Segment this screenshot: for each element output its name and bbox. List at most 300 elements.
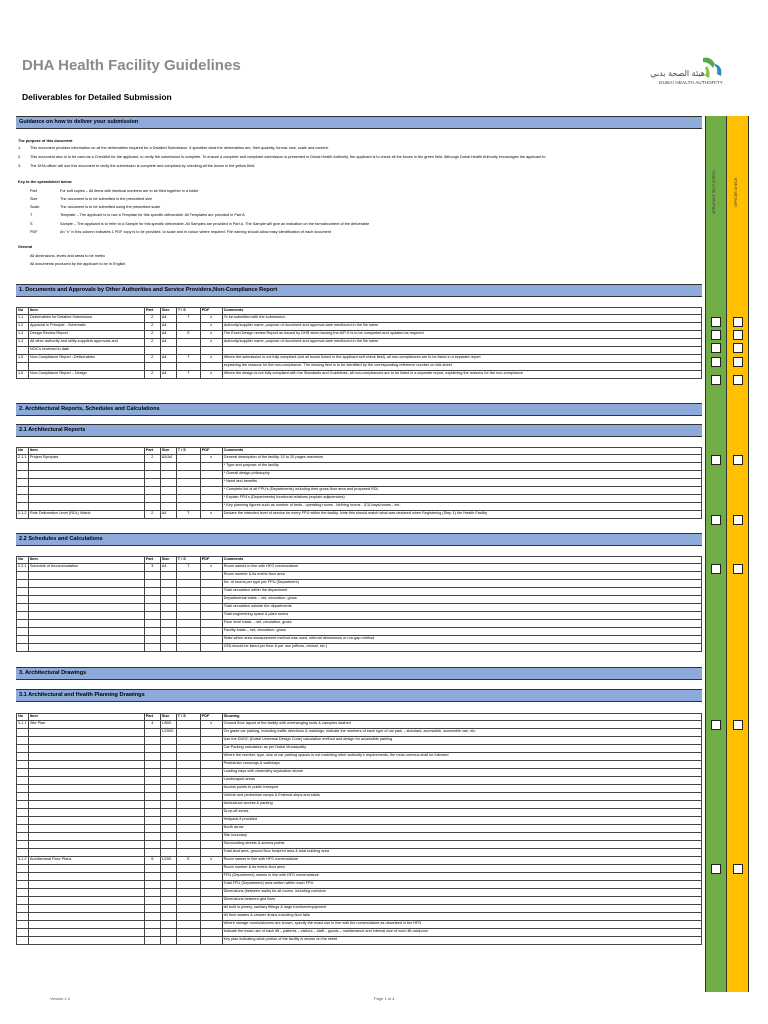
table-cell: A4 (160, 323, 176, 331)
table-cell (144, 737, 160, 745)
table-cell: 2 (144, 323, 160, 331)
document-title: DHA Health Facility Guidelines (22, 57, 241, 74)
table-cell (160, 769, 176, 777)
table-cell (200, 729, 222, 737)
table-cell (176, 495, 200, 503)
table-cell (160, 777, 176, 785)
section-2-1-table (16, 447, 702, 519)
table-cell (176, 777, 200, 785)
key-definition: For soft copies – All items with identical numbers are to be filed together in a folder (60, 189, 199, 193)
table-cell (200, 937, 222, 945)
table-cell (200, 849, 222, 857)
table-cell (160, 841, 176, 849)
table-cell (17, 849, 29, 857)
table-cell: x (200, 857, 222, 865)
table-cell (144, 471, 160, 479)
table-cell: Ground floor layout of the facility with overhanging roofs & canopies dashed (222, 721, 701, 729)
table-row (17, 921, 702, 929)
table-cell (200, 833, 222, 841)
table-cell (160, 753, 176, 761)
officer-checkbox[interactable] (733, 317, 743, 327)
table-cell (160, 809, 176, 817)
table-header-cell: Part (144, 557, 160, 564)
table-cell (17, 785, 29, 793)
table-cell (200, 644, 222, 652)
table-cell (17, 644, 29, 652)
table-cell (176, 817, 200, 825)
table-cell: T (176, 315, 200, 323)
table-header-row (17, 714, 702, 721)
officer-checkbox[interactable] (733, 455, 743, 465)
table-header-row (17, 448, 702, 455)
table-cell (176, 769, 200, 777)
table-cell: Dimensions (between walls) for all rooms, including corridors (222, 889, 701, 897)
applicant-checkbox[interactable] (711, 515, 721, 525)
table-cell (200, 580, 222, 588)
table-cell (176, 588, 200, 596)
table-cell (200, 873, 222, 881)
table-cell: Site boundary (222, 833, 701, 841)
table-cell (200, 761, 222, 769)
table-cell (144, 785, 160, 793)
table-cell (176, 503, 200, 511)
table-cell (176, 455, 200, 463)
table-cell (176, 825, 200, 833)
table-cell (17, 620, 29, 628)
table-cell (160, 644, 176, 652)
table-cell (17, 929, 29, 937)
table-cell: x (200, 455, 222, 463)
table-cell: 3 (144, 564, 160, 572)
table-cell (17, 604, 29, 612)
table-cell (144, 913, 160, 921)
table-cell (17, 347, 29, 355)
applicant-checkbox[interactable] (711, 864, 721, 874)
table-cell: Total FPU (Department) area written within each FPU (222, 881, 701, 889)
table-cell (144, 801, 160, 809)
table-cell (200, 495, 222, 503)
table-cell (200, 463, 222, 471)
table-cell: 1.6 (17, 371, 29, 379)
table-row (17, 580, 702, 588)
applicant-checkbox[interactable] (711, 317, 721, 327)
table-cell (144, 865, 160, 873)
guidance-bar: Guidance on how to deliver your submission (16, 116, 702, 129)
table-cell (144, 897, 160, 905)
table-cell (144, 588, 160, 596)
table-cell (200, 588, 222, 596)
table-cell (17, 761, 29, 769)
table-cell: 1.3 (17, 331, 29, 339)
table-cell (17, 580, 29, 588)
key-definition: The document is to be submitted in the prescribed size (60, 197, 153, 201)
applicant-checkbox[interactable] (711, 343, 721, 353)
table-row (17, 817, 702, 825)
table-cell (176, 339, 200, 347)
table-cell: Authority/supplier name, purpose of document and approval date mentioned in the file name (222, 323, 701, 331)
table-cell (17, 479, 29, 487)
section-2-2-bar: 2.2 Schedules and Calculations (16, 533, 702, 546)
table-cell (200, 753, 222, 761)
table-cell: Helipads if provided (222, 817, 701, 825)
table-cell (17, 905, 29, 913)
table-cell (200, 769, 222, 777)
general-item: All dimensions, levels and areas to be metric (30, 254, 106, 258)
table-cell (176, 737, 200, 745)
table-cell (17, 793, 29, 801)
officer-checkbox[interactable] (733, 375, 743, 385)
table-cell: 1/500 (160, 721, 176, 729)
officer-checkbox[interactable] (733, 564, 743, 574)
table-cell (160, 487, 176, 495)
table-cell (160, 825, 176, 833)
table-cell (144, 596, 160, 604)
table-cell (176, 644, 200, 652)
table-cell (144, 503, 160, 511)
officer-checkbox[interactable] (733, 357, 743, 367)
table-cell (200, 817, 222, 825)
table-row (17, 479, 702, 487)
applicant-checkbox[interactable] (711, 564, 721, 574)
table-cell: Vehicle and pedestrian ramps & External steps and stairs (222, 793, 701, 801)
table-cell (176, 580, 200, 588)
table-cell: Declare the intended level of service for every FPU within the facility. Note this should match what was declared when Registering (Step 1) the Health Facility (222, 511, 701, 519)
table-cell (176, 628, 200, 636)
table-row (17, 495, 702, 503)
table-cell (28, 921, 144, 929)
table-cell (28, 905, 144, 913)
table-cell (200, 636, 222, 644)
table-cell (176, 801, 200, 809)
table-cell (176, 612, 200, 620)
key-heading: Key to the spreadsheet below (18, 180, 72, 184)
table-cell: x (200, 323, 222, 331)
table-cell: Floor level totals – net, circulation, gross (222, 620, 701, 628)
table-cell (17, 503, 29, 511)
table-cell (160, 801, 176, 809)
dha-logo (645, 54, 725, 90)
table-row (17, 857, 702, 865)
table-row (17, 487, 702, 495)
table-cell (17, 921, 29, 929)
applicant-checkbox[interactable] (711, 720, 721, 730)
table-cell (17, 628, 29, 636)
table-cell (160, 929, 176, 937)
table-cell: 2 (144, 339, 160, 347)
table-cell: 3.1.2 (17, 857, 29, 865)
table-cell: 2 (144, 371, 160, 379)
table-cell: Use the DUDC (Dubai Universal Design Code) calculation method and design for accessible parking (222, 737, 701, 745)
table-cell (200, 620, 222, 628)
table-cell (160, 620, 176, 628)
table-cell: x (200, 721, 222, 729)
table-row (17, 572, 702, 580)
table-cell (17, 801, 29, 809)
table-cell (28, 897, 144, 905)
table-row (17, 463, 702, 471)
table-cell (144, 753, 160, 761)
table-cell (144, 889, 160, 897)
footer-version: Version 1.0 (50, 996, 71, 1001)
table-cell (200, 777, 222, 785)
table-cell (160, 572, 176, 580)
table-cell (160, 905, 176, 913)
table-cell (17, 889, 29, 897)
table-cell (144, 825, 160, 833)
table-cell: The Excel Design review Report as issued by DHR when issuing the AIP-S is to be completed and updated as required (222, 331, 701, 339)
table-cell (17, 471, 29, 479)
table-row (17, 913, 702, 921)
table-cell (144, 769, 160, 777)
table-cell (160, 865, 176, 873)
table-cell (222, 347, 701, 355)
table-cell: Facility totals – net, circulation, gross (222, 628, 701, 636)
table-row (17, 937, 702, 945)
table-cell (160, 937, 176, 945)
table-cell (17, 737, 29, 745)
officer-checkbox[interactable] (733, 864, 743, 874)
table-cell: S (176, 857, 200, 865)
table-row (17, 801, 702, 809)
table-cell (144, 905, 160, 913)
table-cell: A4 (160, 564, 176, 572)
table-cell (28, 769, 144, 777)
table-header-cell: Size (160, 448, 176, 455)
table-cell (144, 873, 160, 881)
table-cell: T (176, 371, 200, 379)
table-cell: A4 (160, 511, 176, 519)
table-cell: Car Parking calculation as per Dubai Municipality (222, 745, 701, 753)
table-cell (160, 817, 176, 825)
table-cell (160, 628, 176, 636)
table-cell: Total engineering space & plant rooms (222, 612, 701, 620)
table-cell: On grade car parking, including traffic directions & markings. Indicate the numbers of each type of car park – standard, accessible, accessible van, etc. (222, 729, 701, 737)
table-row (17, 793, 702, 801)
table-header-cell: Item (28, 557, 144, 564)
table-cell (17, 487, 29, 495)
table-cell (200, 889, 222, 897)
table-row (17, 339, 702, 347)
table-cell: General description of the facility, 10 to 20 pages maximum (222, 455, 701, 463)
section-1-table (16, 307, 702, 379)
table-cell: Authority/supplier name, purpose of document and approval date mentioned in the file name (222, 339, 701, 347)
table-cell (28, 809, 144, 817)
table-cell (176, 897, 200, 905)
officer-check-label: OFFICER CHECK (734, 177, 738, 207)
table-cell (200, 479, 222, 487)
table-cell (28, 841, 144, 849)
section-2-2-table (16, 556, 702, 652)
table-cell: A4 (160, 331, 176, 339)
table-cell: Site Plan (28, 721, 144, 729)
table-cell: Departmental totals – net, circulation, gross (222, 596, 701, 604)
table-cell (17, 572, 29, 580)
table-cell (200, 929, 222, 937)
table-cell (28, 644, 144, 652)
table-cell: * Explain FPU's (Departments) functional relations (explain adjacencies) (222, 495, 701, 503)
table-cell: Non-Compliance Report –Deliverables (28, 355, 144, 363)
table-row (17, 777, 702, 785)
table-header-cell: Comments (222, 448, 701, 455)
table-cell (200, 801, 222, 809)
officer-checkbox[interactable] (733, 515, 743, 525)
table-cell: All floor wastes & shower drains including floor falls (222, 913, 701, 921)
table-cell: Room names in line with HFG nomenclature (222, 857, 701, 865)
table-cell (28, 913, 144, 921)
table-cell (160, 503, 176, 511)
table-row (17, 841, 702, 849)
table-cell: Non-Compliance Report – Design (28, 371, 144, 379)
table-header-cell: PDF (200, 448, 222, 455)
table-cell: * Type and purpose of the facility (222, 463, 701, 471)
table-row (17, 363, 702, 371)
table-cell: 2 (144, 511, 160, 519)
table-cell (176, 347, 200, 355)
table-cell: Schedule of Accommodation (28, 564, 144, 572)
table-header-cell: Item (28, 448, 144, 455)
table-cell: 1.4 (17, 339, 29, 347)
table-cell: 1/100 (160, 857, 176, 865)
table-cell (176, 323, 200, 331)
table-cell (200, 628, 222, 636)
table-row (17, 644, 702, 652)
table-header-cell: T / S (176, 308, 200, 315)
table-cell (144, 849, 160, 857)
table-cell (176, 463, 200, 471)
table-row (17, 628, 702, 636)
key-term: T (30, 213, 33, 217)
table-cell (144, 580, 160, 588)
table-cell (160, 588, 176, 596)
table-cell (17, 897, 29, 905)
officer-check-column (727, 116, 749, 992)
applicant-checkbox[interactable] (711, 455, 721, 465)
table-cell (144, 612, 160, 620)
table-header-cell: T / S (176, 557, 200, 564)
table-cell (28, 596, 144, 604)
table-cell: GFA should be listed per floor & per use (offices, clinical, etc.) (222, 644, 701, 652)
section-1-bar: 1. Documents and Approvals by Other Authorities and Service Providers,Non-Compliance Report (16, 284, 702, 297)
table-cell: FPU (Department) names in line with HFG nomenclature (222, 873, 701, 881)
section-3-bar: 3. Architectural Drawings (16, 667, 702, 680)
table-cell: All other authority and utility suppliers approvals and (28, 339, 144, 347)
table-cell (144, 620, 160, 628)
table-cell: Where the number, type, size of car parking spaces is not matching other authority's requirements, the most onerous shall be followed (222, 753, 701, 761)
table-cell (144, 604, 160, 612)
table-cell (200, 596, 222, 604)
table-cell (17, 363, 29, 371)
table-cell (160, 495, 176, 503)
key-definition: Template – The applicant is to use a Template for this specific deliverable. All Templates are provided in Part A (60, 213, 245, 217)
table-cell (144, 644, 160, 652)
table-cell (28, 628, 144, 636)
table-cell (28, 471, 144, 479)
table-cell (200, 487, 222, 495)
table-cell: * Overall design philosophy (222, 471, 701, 479)
table-header-cell: PDF (200, 714, 222, 721)
table-cell (17, 463, 29, 471)
table-cell: 2.2.1 (17, 564, 29, 572)
applicant-checkbox[interactable] (711, 330, 721, 340)
table-cell: 2.1.1 (17, 455, 29, 463)
table-cell (200, 897, 222, 905)
purpose-heading: The purpose of this document (18, 139, 73, 143)
officer-checkbox[interactable] (733, 343, 743, 353)
table-cell: 1.5 (17, 355, 29, 363)
purpose-item-number: 2. (18, 155, 22, 159)
table-cell (176, 929, 200, 937)
table-cell: * Complete list of all FPU's (Departments) including their gross floor area and proposed RDL (222, 487, 701, 495)
table-cell (176, 849, 200, 857)
table-cell (144, 463, 160, 471)
table-cell: 4 (144, 721, 160, 729)
table-cell (160, 604, 176, 612)
table-cell (144, 495, 160, 503)
table-cell (176, 604, 200, 612)
table-cell (144, 636, 160, 644)
table-cell (28, 825, 144, 833)
table-row (17, 564, 702, 572)
table-cell (176, 873, 200, 881)
table-cell: 2 (144, 355, 160, 363)
table-cell (144, 572, 160, 580)
table-cell (160, 793, 176, 801)
table-cell (200, 921, 222, 929)
table-cell (144, 363, 160, 371)
table-header-cell: Comments (222, 308, 701, 315)
table-header-cell: PDF (200, 308, 222, 315)
table-cell (28, 588, 144, 596)
table-cell: Drop-off zones (222, 809, 701, 817)
table-cell (17, 777, 29, 785)
table-cell (144, 745, 160, 753)
table-row (17, 636, 702, 644)
table-cell (17, 817, 29, 825)
table-cell (17, 769, 29, 777)
table-row (17, 596, 702, 604)
key-definition: An "x" in this column indicates 1 PDF copy is to be provided, to scale and in colour where required. File naming should allow easy identification of each document (60, 230, 331, 234)
table-cell (144, 841, 160, 849)
table-row (17, 833, 702, 841)
key-term: S (30, 222, 33, 226)
table-cell: 2 (144, 455, 160, 463)
table-cell (28, 487, 144, 495)
table-cell (200, 572, 222, 580)
table-cell (17, 833, 29, 841)
table-cell: Landscaped areas (222, 777, 701, 785)
key-term: Size (30, 197, 38, 201)
key-term: PDF (30, 230, 38, 234)
applicant-checkbox[interactable] (711, 357, 721, 367)
table-cell (28, 636, 144, 644)
general-heading: General (18, 245, 33, 249)
table-cell (144, 793, 160, 801)
table-cell (200, 612, 222, 620)
table-cell: A4 (160, 339, 176, 347)
table-cell: * Key planning figures such as number of beds - operating rooms - birthing rooms - ICU bays/rooms - etc. (222, 503, 701, 511)
table-cell (160, 889, 176, 897)
officer-checkbox[interactable] (733, 330, 743, 340)
table-cell: x (200, 339, 222, 347)
table-row (17, 745, 702, 753)
table-cell: Design Review Report (28, 331, 144, 339)
officer-checkbox[interactable] (733, 720, 743, 730)
table-cell: 3.1.1 (17, 721, 29, 729)
table-header-cell: Part (144, 448, 160, 455)
applicant-checkbox[interactable] (711, 375, 721, 385)
table-row (17, 471, 702, 479)
table-cell: x (200, 564, 222, 572)
